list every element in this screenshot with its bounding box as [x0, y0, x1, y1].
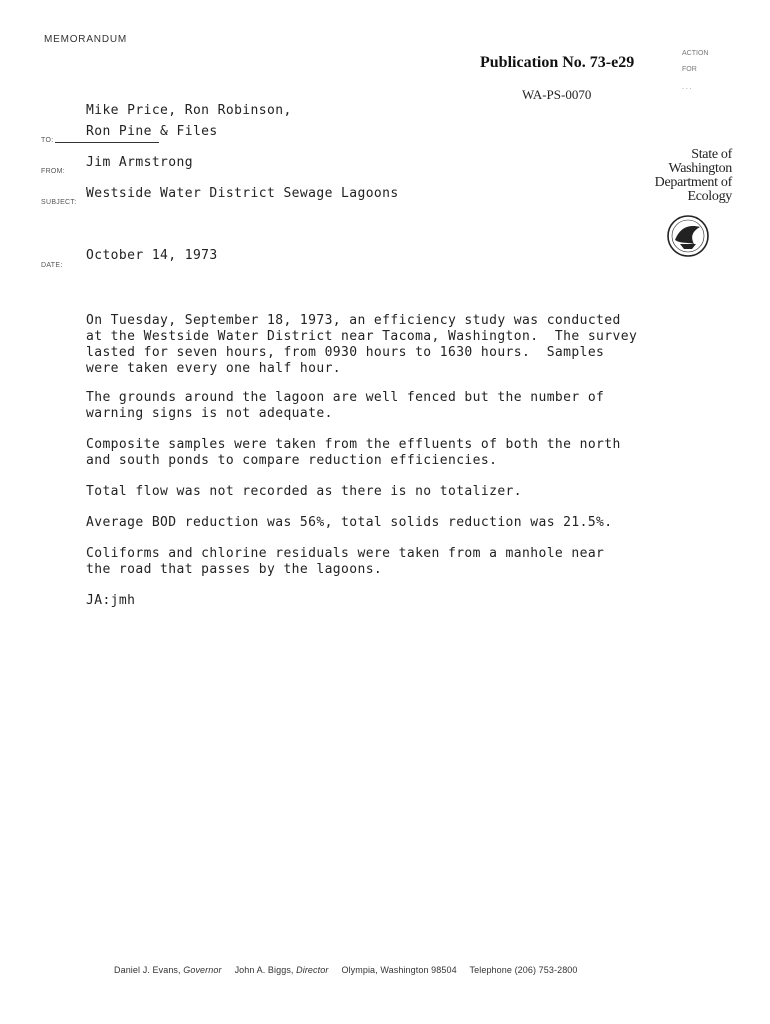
letterhead-footer: Daniel J. Evans, Governor John A. Biggs, Director Olympia, Washington 98504 Telephone (206) 753-2800 [114, 965, 578, 975]
from-value: Jim Armstrong [86, 155, 193, 170]
memorandum-heading: MEMORANDUM [44, 34, 127, 45]
subject-label: SUBJECT: [41, 199, 77, 206]
body-paragraph-composite: Composite samples were taken from the effluents of both the north and south ponds to compare reduction efficiencies. [86, 437, 621, 468]
body-paragraph-coliforms: Coliforms and chlorine residuals were taken from a manhole near the road that passes by the lagoons. [86, 546, 605, 577]
date-value: October 14, 1973 [86, 248, 218, 263]
agency-name: State of Washington Department of Ecology [654, 147, 732, 204]
footer-telephone: Telephone (206) 753-2800 [469, 965, 578, 975]
date-label: DATE: [41, 262, 63, 269]
ecology-seal-icon [666, 214, 710, 258]
body-paragraph-flow: Total flow was not recorded as there is no totalizer. [86, 484, 523, 499]
from-label: FROM: [41, 168, 66, 175]
publication-number: Publication No. 73-e29 [480, 54, 635, 71]
wa-number: WA-PS-0070 [522, 87, 592, 102]
to-underline [55, 142, 159, 143]
body-paragraph-study: On Tuesday, September 18, 1973, an efficiency study was conducted at the Westside Water District near Tacoma, Washington. The survey lasted for seven hours, from 0930 hours to 1630 hours. Samples were taken every one half hour. [86, 313, 638, 376]
footer-director-title: Director [296, 965, 329, 975]
to-recipients-line1: Mike Price, Ron Robinson, [86, 103, 292, 118]
body-paragraph-reduction: Average BOD reduction was 56%, total solids reduction was 21.5%. [86, 515, 613, 530]
routing-mark-dots: . . . [682, 84, 692, 91]
to-recipients-line2: Ron Pine & Files [86, 124, 218, 139]
footer-address: Olympia, Washington 98504 [341, 965, 457, 975]
footer-governor: Daniel J. Evans [114, 965, 179, 975]
footer-governor-title: Governor [183, 965, 222, 975]
typist-initials: JA:jmh [86, 593, 136, 608]
body-paragraph-grounds: The grounds around the lagoon are well fenced but the number of warning signs is not adequate. [86, 390, 605, 421]
routing-mark-for: FOR [682, 66, 697, 73]
footer-director: John A. Biggs [234, 965, 291, 975]
subject-value: Westside Water District Sewage Lagoons [86, 186, 399, 201]
routing-mark-action: ACTION [682, 50, 709, 57]
to-label: TO: [41, 137, 54, 144]
